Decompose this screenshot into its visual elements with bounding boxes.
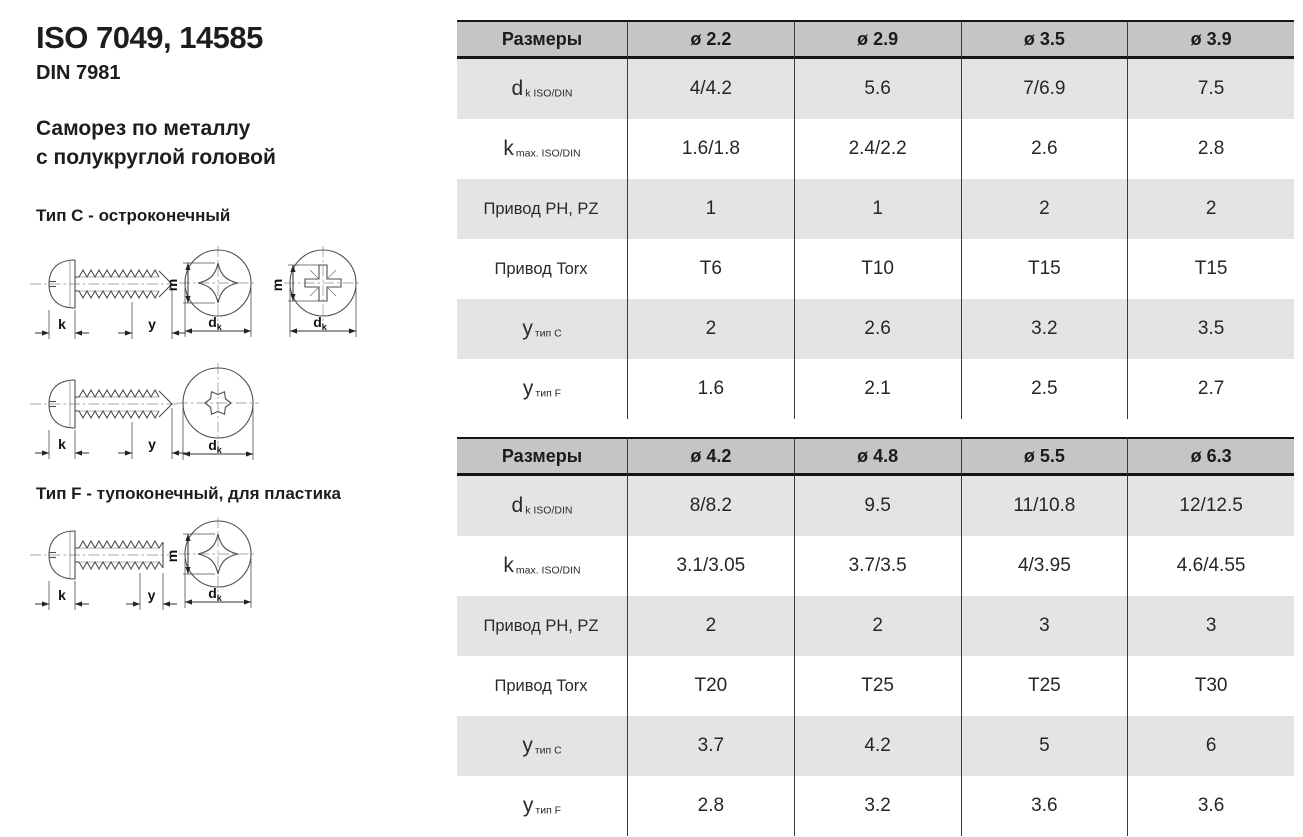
dim-label-y: y [147,587,156,603]
value-cell: 2 [961,179,1128,239]
dim-label-y: y [148,316,156,332]
standard-subtitle: DIN 7981 [36,62,121,84]
value-cell: T25 [794,656,961,716]
value-cell: 2.5 [961,359,1128,419]
value-cell: 2.1 [794,359,961,419]
value-cell: 3.7/3.5 [794,536,961,596]
dim-label-y: y [148,436,156,452]
value-cell: 8/8.2 [627,476,794,536]
value-cell: 4/3.95 [961,536,1128,596]
row-label-kmax: k max. ISO/DIN [457,119,627,179]
dim-label-dk: $d_k$ [313,314,327,332]
value-cell: 1 [627,179,794,239]
pz-recess-head-drawing [268,244,373,344]
value-cell: 1.6/1.8 [627,119,794,179]
type-f-ph-head-drawing [163,515,268,615]
product-name-line1: Саморез по металлу [36,117,251,140]
ph-recess-head-drawing [163,244,268,344]
value-cell: 2 [794,596,961,656]
dim-label-dk: $d_k$ [208,585,222,603]
value-cell: 11/10.8 [961,476,1128,536]
value-cell: 2 [1127,179,1294,239]
column-header-diameter: ø 4.2 [627,437,794,476]
value-cell: 3.6 [961,776,1128,836]
value-cell: 3 [1127,596,1294,656]
value-cell: 3.6 [1127,776,1294,836]
value-cell: 9.5 [794,476,961,536]
column-header-diameter: ø 3.9 [1127,20,1294,59]
row-label-drive-ph-pz: Привод PH, PZ [457,596,627,656]
row-label-drive-torx: Привод Torx [457,239,627,299]
column-header-diameter: ø 6.3 [1127,437,1294,476]
dim-label-k: k [58,436,66,452]
dim-label-dk: $d_k$ [208,437,222,455]
value-cell: 1 [794,179,961,239]
column-header-sizes: Размеры [457,20,627,59]
size-table-small-diameters [457,20,1294,419]
value-cell: 3.1/3.05 [627,536,794,596]
type-f-heading: Тип F - тупоконечный, для пластика [36,484,341,503]
value-cell: 3.2 [961,299,1128,359]
row-label-y-type-c: у тип C [457,716,627,776]
product-name-line2: с полукруглой головой [36,146,276,169]
value-cell: 7.5 [1127,59,1294,119]
value-cell: 1.6 [627,359,794,419]
value-cell: T20 [627,656,794,716]
size-table-large-diameters [457,437,1294,836]
dim-label-m: m [164,549,180,563]
row-label-kmax: k max. ISO/DIN [457,536,627,596]
column-header-diameter: ø 2.2 [627,20,794,59]
column-header-diameter: ø 2.9 [794,20,961,59]
torx-recess-head-drawing [163,360,268,465]
value-cell: T6 [627,239,794,299]
dim-label-k: k [58,316,66,332]
column-header-diameter: ø 3.5 [961,20,1128,59]
row-label-dk: d k ISO/DIN [457,476,627,536]
value-cell: 4.2 [794,716,961,776]
value-cell: 3.7 [627,716,794,776]
page-title: ISO 7049, 14585 [36,20,263,55]
value-cell: 2.8 [627,776,794,836]
value-cell: T15 [1127,239,1294,299]
value-cell: 2 [627,596,794,656]
column-header-sizes: Размеры [457,437,627,476]
row-label-y-type-c: у тип C [457,299,627,359]
value-cell: 2.6 [961,119,1128,179]
value-cell: 4.6/4.55 [1127,536,1294,596]
row-label-y-type-f: у тип F [457,776,627,836]
value-cell: T30 [1127,656,1294,716]
value-cell: 2.7 [1127,359,1294,419]
value-cell: 12/12.5 [1127,476,1294,536]
type-c-heading: Тип C - остроконечный [36,206,231,225]
value-cell: 2.4/2.2 [794,119,961,179]
row-label-drive-torx: Привод Torx [457,656,627,716]
value-cell: 3 [961,596,1128,656]
value-cell: 5 [961,716,1128,776]
value-cell: T25 [961,656,1128,716]
dim-label-k: k [58,587,66,603]
value-cell: T10 [794,239,961,299]
row-label-drive-ph-pz: Привод PH, PZ [457,179,627,239]
value-cell: 4/4.2 [627,59,794,119]
value-cell: 6 [1127,716,1294,776]
value-cell: 3.5 [1127,299,1294,359]
row-label-y-type-f: у тип F [457,359,627,419]
column-header-diameter: ø 5.5 [961,437,1128,476]
value-cell: 3.2 [794,776,961,836]
dim-label-m: m [269,278,285,292]
value-cell: 5.6 [794,59,961,119]
value-cell: 7/6.9 [961,59,1128,119]
column-header-diameter: ø 4.8 [794,437,961,476]
value-cell: 2.8 [1127,119,1294,179]
value-cell: T15 [961,239,1128,299]
value-cell: 2 [627,299,794,359]
row-label-dk: d k ISO/DIN [457,59,627,119]
value-cell: 2.6 [794,299,961,359]
dim-label-dk: $d_k$ [208,314,222,332]
dim-label-m: m [164,278,180,292]
product-name [36,114,276,172]
